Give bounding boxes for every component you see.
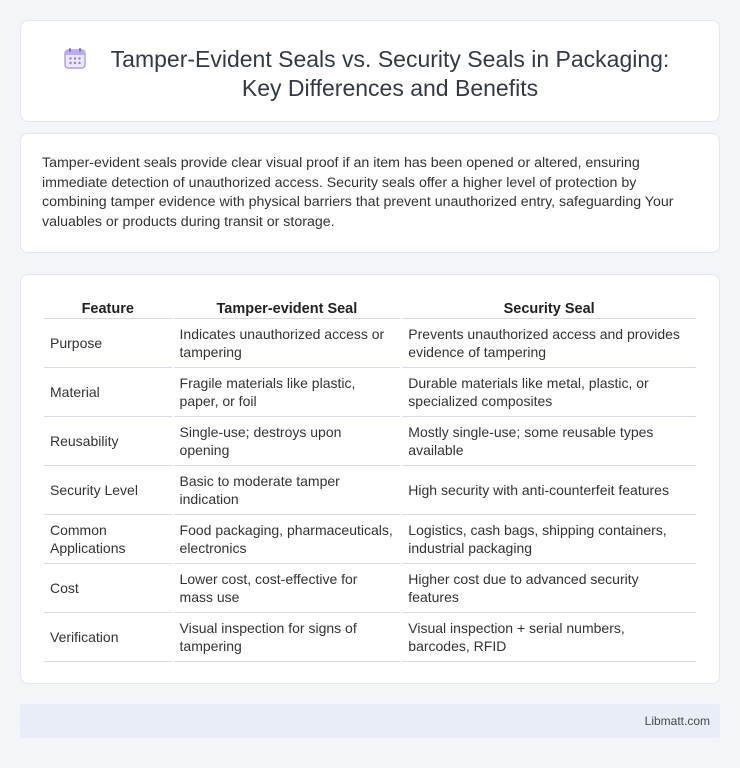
- table-row: [44, 319, 696, 368]
- footer-site-link[interactable]: Libmatt.com: [644, 714, 710, 728]
- feature-cell: Material: [44, 368, 172, 417]
- column-header-security: Security Seal: [402, 297, 696, 319]
- security-cell: Durable materials like metal, plastic, or specialized composites: [402, 368, 696, 417]
- table-row: [44, 515, 696, 564]
- comparison-table: [42, 297, 698, 662]
- intro-card: [20, 133, 720, 253]
- security-cell: Higher cost due to advanced security features: [402, 564, 696, 613]
- column-header-feature: Feature: [44, 297, 172, 319]
- tamper-evident-cell: Basic to moderate tamper indication: [174, 466, 401, 515]
- comparison-card: [20, 274, 720, 684]
- tamper-evident-cell: Lower cost, cost-effective for mass use: [174, 564, 401, 613]
- table-row: [44, 613, 696, 662]
- feature-cell: Cost: [44, 564, 172, 613]
- security-cell: Logistics, cash bags, shipping containers, industrial packaging: [402, 515, 696, 564]
- table-row: [44, 368, 696, 417]
- feature-cell: Reusability: [44, 417, 172, 466]
- feature-cell: Purpose: [44, 319, 172, 368]
- tamper-evident-cell: Fragile materials like plastic, paper, or foil: [174, 368, 401, 417]
- tamper-evident-cell: Visual inspection for signs of tampering: [174, 613, 401, 662]
- table-row: [44, 466, 696, 515]
- table-header-row: [44, 297, 696, 319]
- security-cell: Visual inspection + serial numbers, barcodes, RFID: [402, 613, 696, 662]
- table-row: [44, 564, 696, 613]
- feature-cell: Security Level: [44, 466, 172, 515]
- page-title: Tamper-Evident Seals vs. Security Seals in Packaging: Key Differences and Benefits: [110, 46, 670, 101]
- feature-cell: Common Applications: [44, 515, 172, 564]
- table-row: [44, 417, 696, 466]
- intro-paragraph: Tamper-evident seals provide clear visual proof if an item has been opened or altered, ensuring immediate detection of unauthorized access. Security seals offer a higher level of protection by combining tamper evidence with physical barriers that prevent unauthorized entry, safeguarding Your valuables or products during transit or storage.: [42, 155, 674, 230]
- security-cell: High security with anti-counterfeit features: [402, 466, 696, 515]
- tamper-evident-cell: Single-use; destroys upon opening: [174, 417, 401, 466]
- header-card: [20, 20, 720, 122]
- security-cell: Prevents unauthorized access and provides evidence of tampering: [402, 319, 696, 368]
- security-cell: Mostly single-use; some reusable types available: [402, 417, 696, 466]
- feature-cell: Verification: [44, 613, 172, 662]
- footer-bar: [20, 704, 720, 738]
- tamper-evident-cell: Indicates unauthorized access or tampering: [174, 319, 401, 368]
- column-header-tamper-evident: Tamper-evident Seal: [174, 297, 401, 319]
- tamper-evident-cell: Food packaging, pharmaceuticals, electronics: [174, 515, 401, 564]
